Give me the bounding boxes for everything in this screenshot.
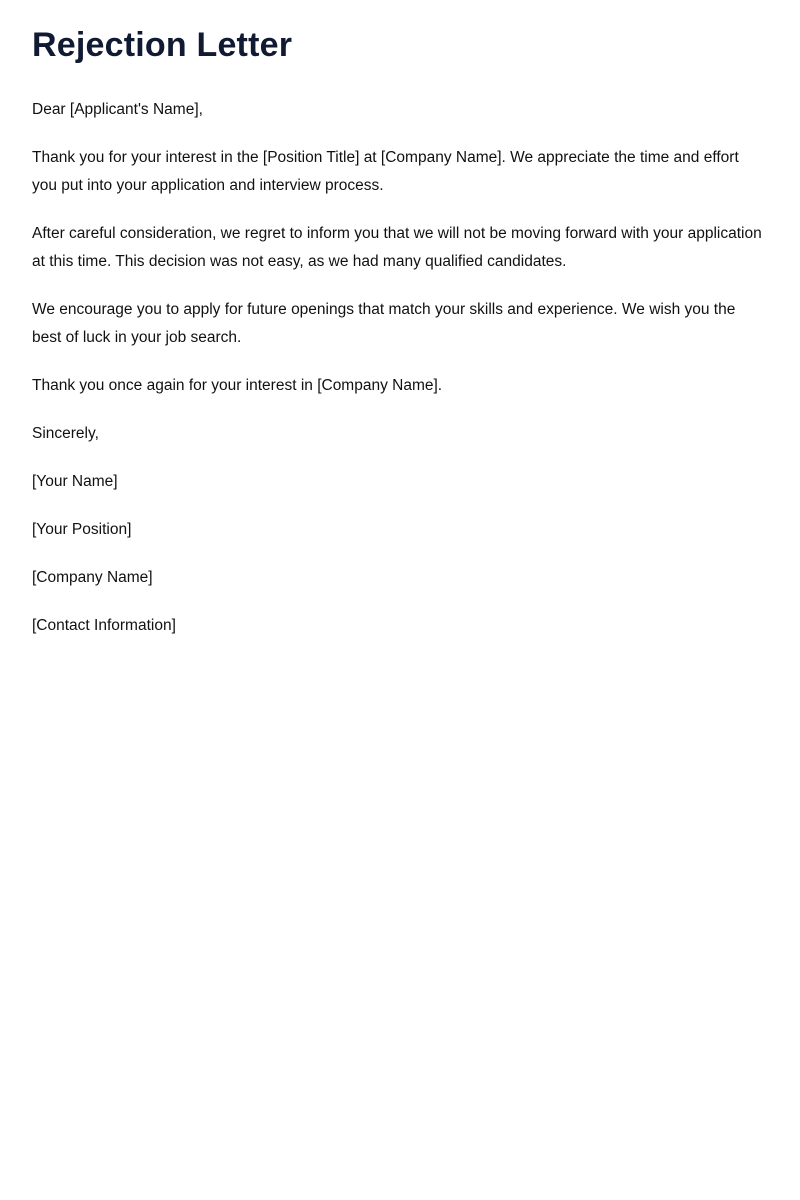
greeting: Dear [Applicant's Name], (32, 101, 203, 118)
letter-body (32, 96, 768, 640)
signature-company: [Company Name] (32, 569, 153, 586)
paragraph-encouragement: We encourage you to apply for future openings that match your skills and experience. We wish you the best of luck in your job search. (32, 301, 736, 346)
page-title: Rejection Letter (32, 26, 293, 64)
letter-page (32, 0, 768, 660)
paragraph-decision: After careful consideration, we regret to inform you that we will not be moving forward with your application at this time. This decision was not easy, as we had many qualified candidates. (32, 225, 762, 270)
signature-contact: [Contact Information] (32, 617, 176, 634)
closing: Sincerely, (32, 425, 99, 442)
paragraph-thanks: Thank you once again for your interest in [Company Name]. (32, 377, 443, 394)
signature-position: [Your Position] (32, 521, 132, 538)
paragraph-appreciation: Thank you for your interest in the [Position Title] at [Company Name]. We appreciate the time and effort you put into your application and interview process. (32, 149, 739, 194)
signature-name: [Your Name] (32, 473, 118, 490)
